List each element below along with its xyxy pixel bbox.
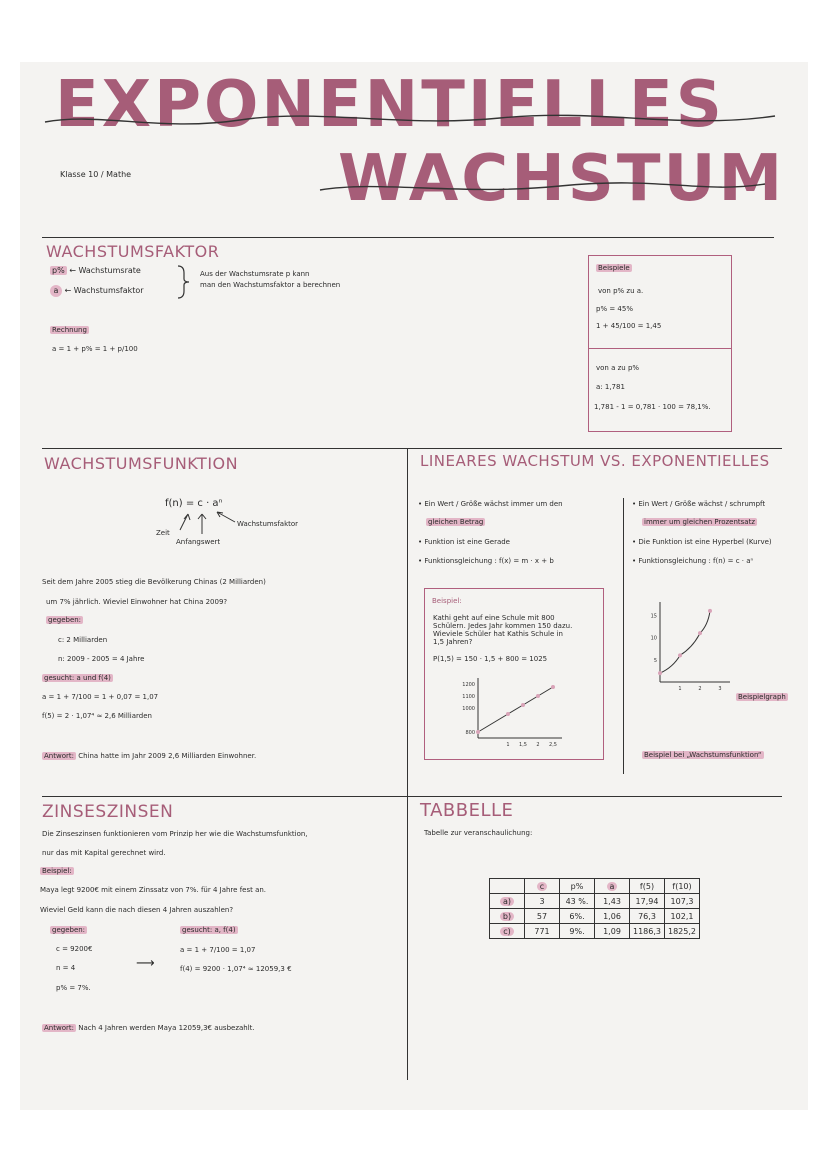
zins-arrow-icon: ⟶ <box>136 956 155 971</box>
linear-example-label: Beispiel: <box>432 597 462 605</box>
factor-symbol: a <box>50 285 62 297</box>
table-cell: b) <box>490 909 525 924</box>
data-point <box>658 671 662 675</box>
section-heading-vergleich: LINEARES WACHSTUM VS. EXPONENTIELLES <box>420 452 770 470</box>
divider-middle-1 <box>42 448 782 449</box>
brace-icon <box>176 264 192 300</box>
y-tick-label: 5 <box>653 657 657 664</box>
factor-line <box>50 285 144 297</box>
section-heading-tabelle: TABBELLE <box>420 800 514 821</box>
table-header-cell: f(10) <box>665 879 700 894</box>
given-2: n: 2009 - 2005 = 4 Jahre <box>58 655 145 663</box>
table-cell: 9%. <box>560 924 595 939</box>
table-cell: 1825,2 <box>665 924 700 939</box>
zins-given-1: c = 9200€ <box>56 945 93 953</box>
y-tick-label: 800 <box>465 730 475 736</box>
linear-example-text-4: 1,5 Jahren? <box>433 638 473 646</box>
table-cell: 1,06 <box>595 909 630 924</box>
series-line <box>660 611 710 673</box>
x-tick-label: 1,5 <box>519 742 527 748</box>
data-point <box>521 703 525 707</box>
factor-label: ← Wachstumsfaktor <box>64 286 144 295</box>
exp-bullet-1: • Ein Wert / Größe wächst / schrumpft <box>632 500 766 508</box>
table-row <box>490 924 700 939</box>
divider-vertical-vergleich <box>623 498 624 774</box>
y-tick-label: 1100 <box>462 694 475 700</box>
table-row <box>490 894 700 909</box>
y-tick-label: 10 <box>650 635 657 642</box>
zins-gegeben-label: gegeben: <box>52 926 86 934</box>
table-cell: a) <box>490 894 525 909</box>
label-anfangswert: Anfangswert <box>176 538 221 546</box>
exponential-chart <box>642 598 732 696</box>
y-tick-label: 1200 <box>462 682 475 688</box>
y-tick-label: 1000 <box>462 706 475 712</box>
x-tick-label: 3 <box>718 686 722 692</box>
table-cell: 1,09 <box>595 924 630 939</box>
wachstumsfunktion-task-2: um 7% jährlich. Wieviel Einwohner hat China 2009? <box>46 598 228 606</box>
y-tick-label: 15 <box>650 613 657 620</box>
factor-note-1: Aus der Wachstumsrate p kann <box>200 270 310 278</box>
zins-beispiel-label: Beispiel: <box>42 867 72 875</box>
title-line-2: WACHSTUM <box>338 142 786 216</box>
beispiel-1-line-2: p% = 45% <box>596 305 633 313</box>
zins-answer-label: Antwort: <box>44 1024 74 1032</box>
series-line <box>478 687 553 732</box>
zins-given-2: n = 4 <box>56 964 76 972</box>
divider-middle-2 <box>42 796 782 797</box>
rate-line <box>50 266 141 276</box>
rechnung-formula: a = 1 + p% = 1 + p/100 <box>52 345 138 353</box>
table-cell: 3 <box>525 894 560 909</box>
data-point <box>506 712 510 716</box>
table-cell: 771 <box>525 924 560 939</box>
section-heading-wachstumsfunktion: WACHSTUMSFUNKTION <box>44 454 239 473</box>
divider-vertical-middle <box>407 448 408 1080</box>
answer-line <box>42 752 256 761</box>
rate-label: ← Wachstumsrate <box>69 266 141 275</box>
x-tick-label: 1 <box>506 742 510 748</box>
rate-symbol: p% <box>52 266 65 275</box>
data-point <box>678 653 682 657</box>
table-cell: 43 %. <box>560 894 595 909</box>
linear-example-text-3: Wieviele Schüler hat Kathis Schule in <box>433 630 563 638</box>
x-tick-label: 2,5 <box>549 742 557 748</box>
calc-1: a = 1 + 7/100 = 1 + 0,07 = 1,07 <box>42 693 159 701</box>
zins-answer-line <box>42 1024 255 1033</box>
title-squiggle <box>40 100 780 200</box>
lin-bullet-1b: gleichen Betrag <box>428 518 484 526</box>
zins-intro-1: Die Zinseszinsen funktionieren vom Prinzip her wie die Wachstumsfunktion, <box>42 830 308 838</box>
zins-answer-text: Nach 4 Jahren werden Maya 12059,3€ ausbezahlt. <box>78 1024 255 1032</box>
answer-text: China hatte im Jahr 2009 2,6 Milliarden Einwohner. <box>78 752 257 760</box>
table-cell: 17,94 <box>630 894 665 909</box>
table-cell: c) <box>490 924 525 939</box>
x-tick-label: 2 <box>536 742 540 748</box>
gesucht: gesucht: a und f(4) <box>44 674 111 682</box>
zins-task-1: Maya legt 9200€ mit einem Zinssatz von 7%. für 4 Jahre fest an. <box>40 886 267 894</box>
zins-given-3: p% = 7%. <box>56 984 91 992</box>
data-point <box>708 609 712 613</box>
lin-bullet-2: • Funktion ist eine Gerade <box>418 538 510 546</box>
linear-example-text-2: Schülern. Jedes Jahr kommen 150 dazu. <box>433 622 573 630</box>
beispiele-box-divider <box>588 348 732 349</box>
table-cell: 102,1 <box>665 909 700 924</box>
answer-label: Antwort: <box>44 752 74 760</box>
zins-calc-2: f(4) = 9200 · 1,07⁴ ≈ 12059,3 € <box>180 965 292 973</box>
rechnung-label: Rechnung <box>52 326 87 334</box>
table-row <box>490 909 700 924</box>
data-point <box>551 685 555 689</box>
exp-bullet-1b: immer um gleichen Prozentsatz <box>644 518 755 526</box>
table-header-cell: f(5) <box>630 879 665 894</box>
x-tick-label: 1 <box>678 686 682 692</box>
data-point <box>476 730 480 734</box>
label-zeit: Zeit <box>156 529 170 537</box>
beispiel-1-line-1: von p% zu a. <box>598 287 644 295</box>
divider-top <box>42 237 774 238</box>
exp-graph-caption: Beispielgraph <box>738 693 786 701</box>
exp-bullet-2: • Die Funktion ist eine Hyperbel (Kurve) <box>632 538 772 546</box>
tabelle-intro: Tabelle zur veranschaulichung: <box>424 829 533 837</box>
label-wachstumsfaktor: Wachstumsfaktor <box>237 520 299 528</box>
table-header-cell: a <box>595 879 630 894</box>
zins-gesucht: gesucht: a, f(4) <box>182 926 236 934</box>
table-header-row <box>490 879 700 894</box>
beispiel-2-line-2: a: 1,781 <box>596 383 625 391</box>
table-cell: 1186,3 <box>630 924 665 939</box>
data-table <box>489 878 700 939</box>
table-cell: 6%. <box>560 909 595 924</box>
zins-calc-1: a = 1 + 7/100 = 1,07 <box>180 946 256 954</box>
linear-chart <box>448 670 568 755</box>
linear-example-calc: P(1,5) = 150 · 1,5 + 800 = 1025 <box>433 655 548 663</box>
table-cell: 76,3 <box>630 909 665 924</box>
wachstumsfunktion-formula: f(n) = c · aⁿ <box>165 498 223 509</box>
factor-note-2: man den Wachstumsfaktor a berechnen <box>200 281 341 289</box>
table-cell: 57 <box>525 909 560 924</box>
data-point <box>698 631 702 635</box>
gegeben-label: gegeben: <box>48 616 82 624</box>
x-tick-label: 2 <box>698 686 702 692</box>
beispiele-label: Beispiele <box>598 264 630 272</box>
lin-bullet-3: • Funktionsgleichung : f(x) = m · x + b <box>418 557 554 565</box>
beispiel-2-line-1: von a zu p% <box>596 364 640 372</box>
exp-bullet-3: • Funktionsgleichung : f(n) = c · aⁿ <box>632 557 754 565</box>
data-point <box>536 694 540 698</box>
lin-bullet-1: • Ein Wert / Größe wächst immer um den <box>418 500 563 508</box>
given-1: c: 2 Milliarden <box>58 636 108 644</box>
table-header-cell: p% <box>560 879 595 894</box>
subtitle: Klasse 10 / Mathe <box>60 170 132 179</box>
zins-intro-2: nur das mit Kapital gerechnet wird. <box>42 849 166 857</box>
section-heading-zinseszinsen: ZINSESZINSEN <box>42 802 174 822</box>
linear-example-text-1: Kathi geht auf eine Schule mit 800 <box>433 614 555 622</box>
table-header-cell: c <box>525 879 560 894</box>
zins-task-2: Wieviel Geld kann die nach diesen 4 Jahren auszahlen? <box>40 906 234 914</box>
table-cell: 1,43 <box>595 894 630 909</box>
calc-2: f(5) = 2 · 1,07⁴ ≈ 2,6 Milliarden <box>42 712 152 720</box>
table-header-cell <box>490 879 525 894</box>
beispiel-2-line-3: 1,781 - 1 = 0,781 · 100 = 78,1%. <box>594 403 711 411</box>
title-line-1: EXPONENTIELLES <box>55 68 725 142</box>
beispiel-1-line-3: 1 + 45/100 = 1,45 <box>596 322 662 330</box>
wachstumsfunktion-task-1: Seit dem Jahre 2005 stieg die Bevölkerung Chinas (2 Milliarden) <box>42 578 266 586</box>
section-heading-wachstumsfaktor: WACHSTUMSFAKTOR <box>46 242 220 261</box>
table-cell: 107,3 <box>665 894 700 909</box>
exp-footer: Beispiel bei „Wachstumsfunktion“ <box>644 751 762 759</box>
